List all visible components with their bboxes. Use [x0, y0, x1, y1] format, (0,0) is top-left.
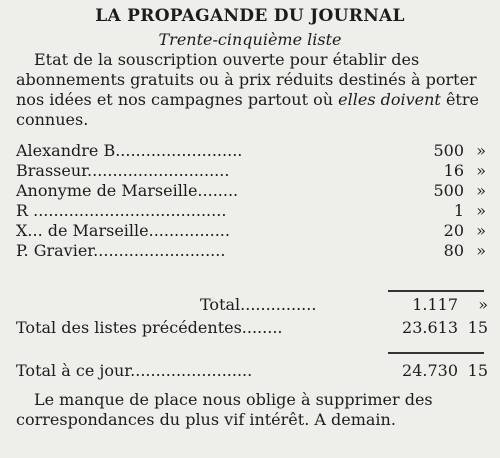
amount-suffix: » — [476, 181, 486, 200]
donation-amount: 1 — [453, 201, 464, 220]
amount-suffix: » — [476, 201, 486, 220]
list-item — [16, 241, 490, 261]
total-suffix: » — [478, 295, 488, 314]
amount-suffix: » — [476, 161, 486, 180]
donor-name: P. Gravier.......................... — [16, 241, 226, 260]
subscription-list — [16, 141, 490, 261]
donation-amount: 500 — [433, 141, 464, 160]
previous-total-suffix: 15 — [467, 318, 488, 337]
grand-total-value: 24.730 — [402, 361, 458, 380]
intro-paragraph — [16, 50, 486, 130]
closing-text: Le manque de place nous oblige à supprimer des correspondances du plus vif intérêt. A demain. — [16, 390, 433, 429]
list-item — [16, 161, 490, 181]
donor-name: Brasseur............................ — [16, 161, 230, 180]
list-item — [16, 181, 490, 201]
donation-amount: 500 — [433, 181, 464, 200]
list-item — [16, 141, 490, 161]
list-item — [16, 201, 490, 221]
grand-total-rule — [388, 352, 484, 354]
intro-text-start: Etat de la souscription ouverte pour établir des abonnements gratuits ou à prix réduits destinés à porter nos idées et nos campagnes partout où — [16, 50, 477, 109]
donation-amount: 20 — [443, 221, 464, 240]
article-subtitle: Trente-cinquième liste — [158, 30, 342, 49]
amount-suffix: » — [476, 221, 486, 240]
total-value: 1.117 — [412, 295, 458, 314]
previous-total-label: Total des listes précédentes........ — [16, 318, 283, 337]
donor-name: Anonyme de Marseille........ — [16, 181, 239, 200]
closing-paragraph — [16, 390, 486, 430]
donor-name: R ...................................... — [16, 201, 227, 220]
article-title: LA PROPAGANDE DU JOURNAL — [95, 6, 405, 26]
donation-amount: 16 — [443, 161, 464, 180]
amount-suffix: » — [476, 141, 486, 160]
grand-total-label: Total à ce jour........................ — [16, 361, 253, 380]
intro-emphasis: elles doivent — [338, 90, 441, 109]
previous-total-value: 23.613 — [402, 318, 458, 337]
donor-name: Alexandre B......................... — [16, 141, 243, 160]
amount-suffix: » — [476, 241, 486, 260]
intro-text-end: être connues. — [16, 90, 479, 129]
donor-name: X... de Marseille................ — [16, 221, 230, 240]
list-item — [16, 221, 490, 241]
total-label: Total............... — [200, 295, 317, 314]
grand-total-suffix: 15 — [467, 361, 488, 380]
donation-amount: 80 — [443, 241, 464, 260]
subtotal-rule — [388, 290, 484, 292]
